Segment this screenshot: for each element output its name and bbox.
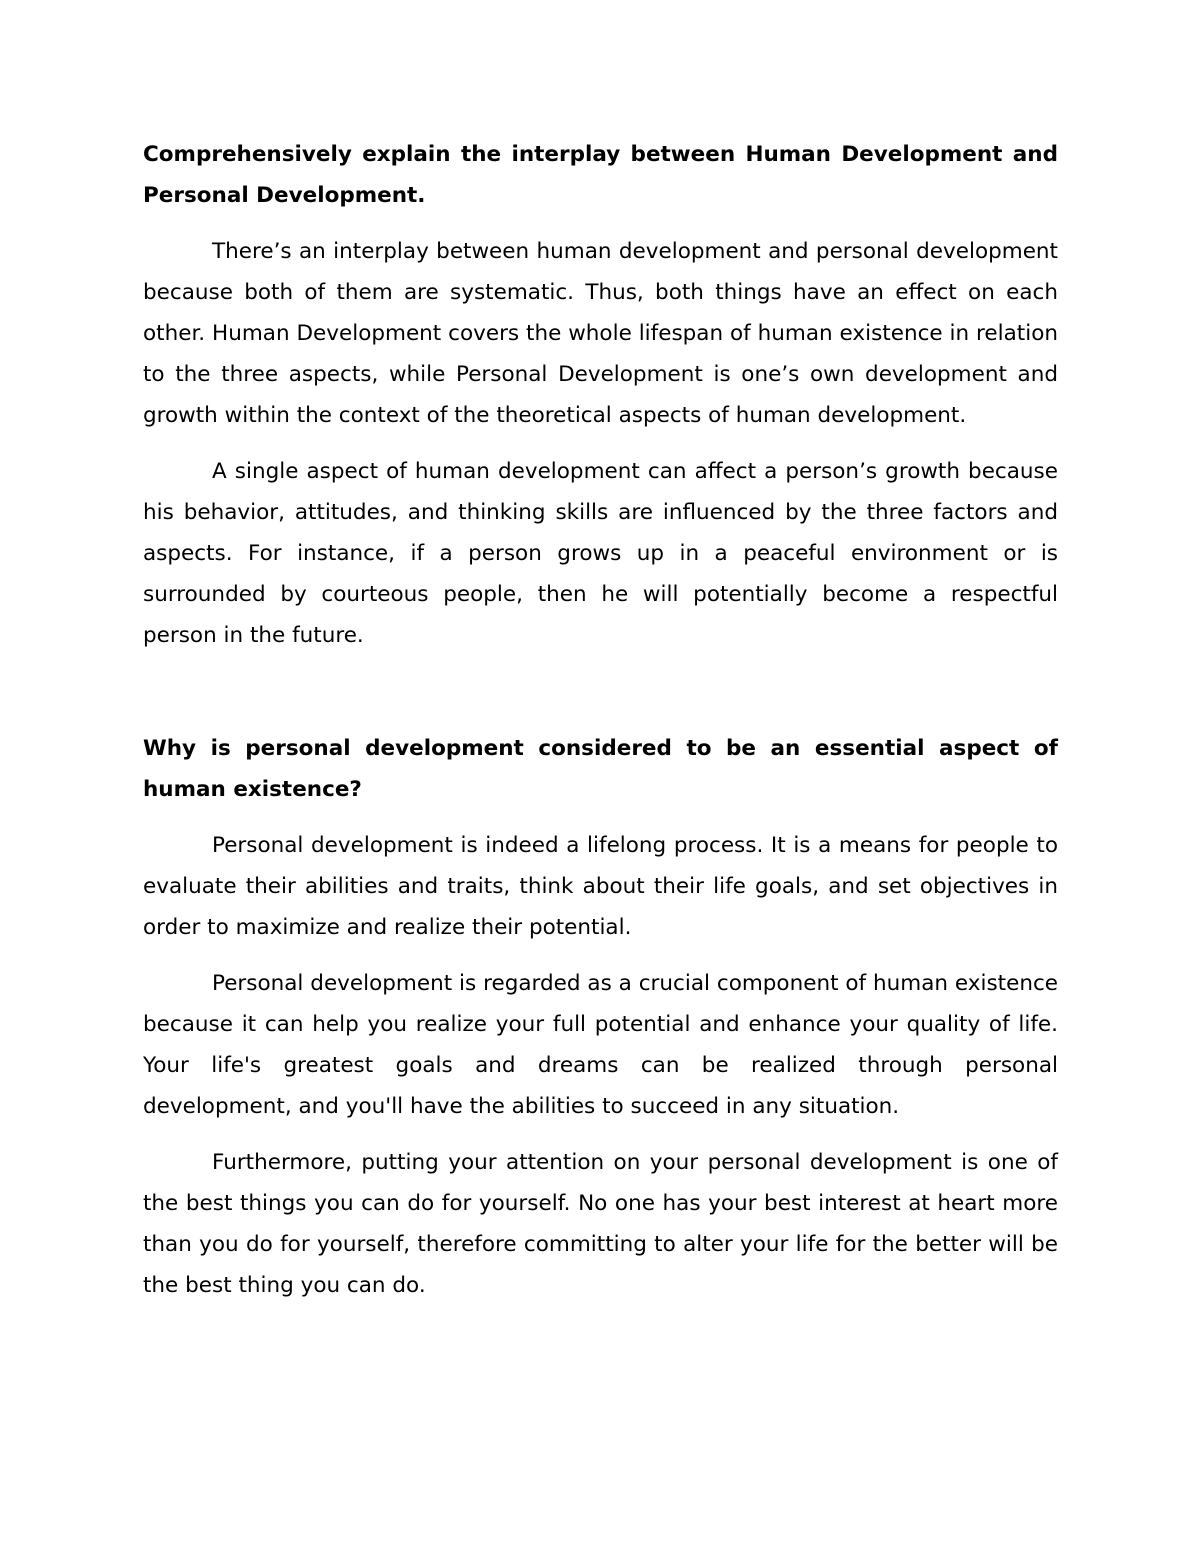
answer-paragraph: Furthermore, putting your attention on your personal development is one of the best things you can do for yourself. No one has your best interest at heart more than you do for yourself, therefore committing to alter your life for the better will be the best thing you can do. [143, 1150, 1058, 1298]
answer-paragraph: Personal development is indeed a lifelong process. It is a means for people to evaluate their abilities and traits, think about their life goals, and set objectives in order to maximize and realize their potential. [143, 833, 1058, 940]
section-interplay [143, 134, 1058, 656]
document-page [143, 134, 1058, 1306]
answer-paragraph: A single aspect of human development can affect a person’s growth because his behavior, attitudes, and thinking skills are influenced by the three factors and aspects. For instance, if a person grows up in a peaceful environment or is surrounded by courteous people, then he will potentially become a respectful person in the future. [143, 459, 1058, 648]
answer-paragraph: There’s an interplay between human development and personal development because both of them are systematic. Thus, both things have an effect on each other. Human Development covers the whole lifespan of human existence in relation to the three aspects, while Personal Development is one’s own development and growth within the context of the theoretical aspects of human development. [143, 239, 1058, 428]
answer-paragraph: Personal development is regarded as a crucial component of human existence because it can help you realize your full potential and enhance your quality of life. Your life's greatest goals and dreams can be realized through personal development, and you'll have the abilities to succeed in any situation. [143, 971, 1058, 1119]
question-heading: Why is personal development considered to be an essential aspect of human existence? [143, 736, 1058, 802]
question-heading: Comprehensively explain the interplay between Human Development and Personal Development. [143, 142, 1058, 208]
section-essential-aspect [143, 728, 1058, 1306]
